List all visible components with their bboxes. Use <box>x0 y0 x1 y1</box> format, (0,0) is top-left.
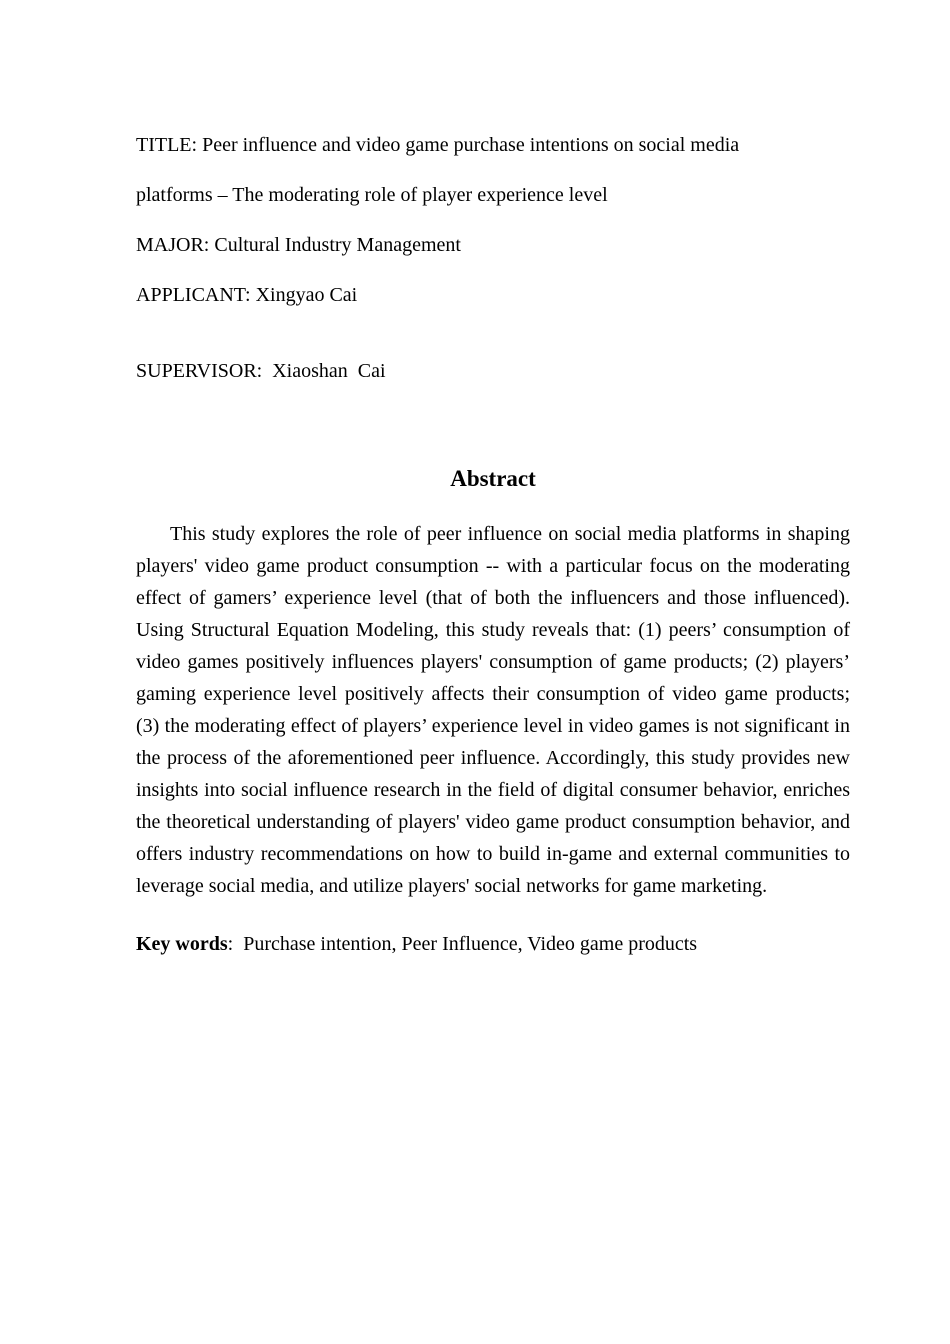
abstract-heading: Abstract <box>450 466 536 491</box>
abstract-body: This study explores the role of peer influence on social media platforms in shaping players' video game product consumption -- with a particular focus on the moderating effect of gamers’ experience level (that of both the influencers and those influenced). Using Structural Equation Modeling, this study reveals that: (1) peers’ consumption of video games positively influences players' consumption of game products; (2) players’ gaming experience level positively affects their consumption of video game products; (3) the moderating effect of players’ experience level in video games is not significant in the process of the aforementioned peer influence. Accordingly, this study provides new insights into social influence research in the field of digital consumer behavior, enriches the theoretical understanding of players' video game product consumption behavior, and offers industry recommendations on how to build in-game and external communities to leverage social media, and utilize players' social networks for game marketing. <box>136 523 850 897</box>
supervisor-line: SUPERVISOR: Xiaoshan Cai <box>136 360 386 382</box>
keywords-label: Key words <box>136 933 228 955</box>
document-page <box>136 120 850 960</box>
applicant-line: APPLICANT: Xingyao Cai <box>136 284 358 306</box>
title-line-2: platforms – The moderating role of player experience level <box>136 184 608 206</box>
keywords-line <box>136 928 850 960</box>
major-line: MAJOR: Cultural Industry Management <box>136 234 461 256</box>
keywords-value: Purchase intention, Peer Influence, Video game products <box>243 933 698 955</box>
keywords-separator: : <box>227 933 234 955</box>
title-line-1: TITLE: Peer influence and video game purchase intentions on social media <box>136 134 740 156</box>
